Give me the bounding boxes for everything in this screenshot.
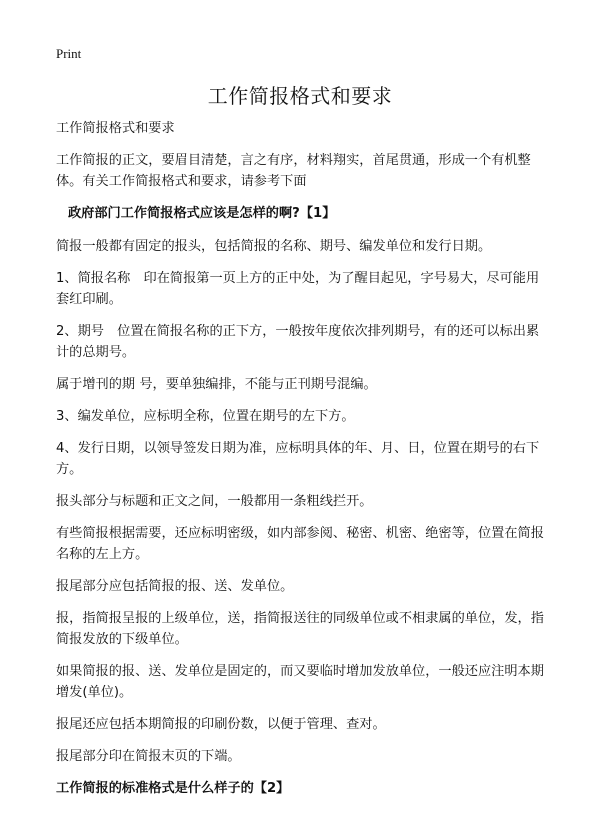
paragraph-8: 有些简报根据需要，还应标明密级，如内部参阅、秘密、机密、绝密等，位置在简报名称的左上方。 — [56, 526, 544, 562]
section-heading-1: 政府部门工作简报格式应该是怎样的啊?【1】 — [68, 206, 336, 221]
paragraph-3: 2、期号 位置在简报名称的正下方，一般按年度依次排列期号，有的还可以标出累计的总期号。 — [56, 324, 540, 360]
paragraph-10: 报，指简报呈报的上级单位，送，指简报送往的同级单位或不相隶属的单位，发，指简报发放的下级单位。 — [56, 611, 544, 647]
subtitle: 工作简报格式和要求 — [56, 121, 175, 136]
paragraph-1: 简报一般都有固定的报头，包括简报的名称、期号、编发单位和发行日期。 — [56, 239, 492, 254]
paragraph-9: 报尾部分应包括简报的报、送、发单位。 — [56, 579, 294, 594]
paragraph-5: 3、编发单位，应标明全称，位置在期号的左下方。 — [56, 409, 355, 424]
document-body — [56, 118, 548, 811]
paragraph-7: 报头部分与标题和正文之间，一般都用一条粗线拦开。 — [56, 494, 373, 509]
paragraph-4: 属于增刊的期 号，要单独编排，不能与正刊期号混编。 — [56, 377, 377, 392]
paragraph-11: 如果简报的报、送、发单位是固定的，而又要临时增加发放单位，一般还应注明本期增发(单位)。 — [56, 664, 544, 700]
paragraph-2: 1、简报名称 印在简报第一页上方的正中处，为了醒目起见，字号易大，尽可能用套红印刷。 — [56, 271, 540, 307]
intro-paragraph: 工作简报的正文，要眉目清楚，言之有序，材料翔实，首尾贯通，形成一个有机整体。有关工作简报格式和要求，请参考下面 — [56, 153, 531, 189]
page-title: 工作简报格式和要求 — [207, 84, 393, 108]
paragraph-6: 4、发行日期，以领导签发日期为准，应标明具体的年、月、日，位置在期号的右下方。 — [56, 441, 540, 477]
section-heading-2: 工作简报的标准格式是什么样子的【2】 — [56, 781, 290, 796]
print-link[interactable]: Print — [56, 46, 82, 61]
paragraph-12: 报尾还应包括本期简报的印刷份数，以便于管理、查对。 — [56, 717, 386, 732]
paragraph-13: 报尾部分印在简报末页的下端。 — [56, 749, 241, 764]
